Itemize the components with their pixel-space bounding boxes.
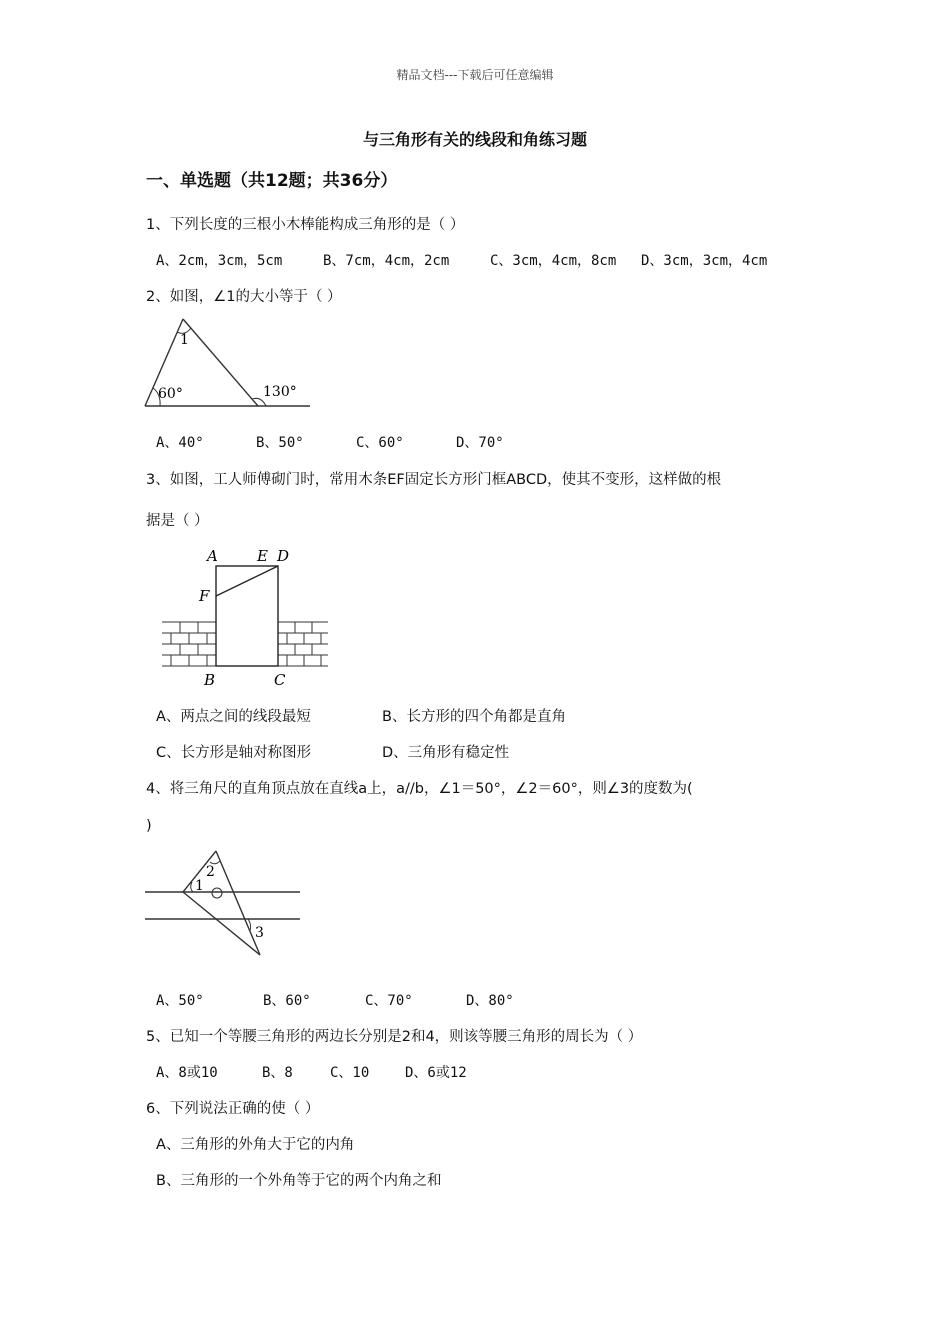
q4-option-c: C、70° — [365, 993, 413, 1009]
page-header: 精品文档---下载后可任意编辑 — [396, 68, 554, 82]
q3-door-frame-figure — [155, 542, 335, 692]
q5-option-c: C、10 — [330, 1065, 370, 1081]
q4-option-b: B、60° — [263, 993, 311, 1009]
q3-label-d: D — [277, 547, 290, 565]
q3-label-b: B — [204, 671, 216, 689]
q2-option-d: D、70° — [456, 435, 504, 451]
question-4-line-1: 4、将三角尺的直角顶点放在直线a上，a//b，∠1＝50°，∠2＝60°，则∠3的度数为( — [146, 781, 693, 797]
q2-option-a: A、40° — [156, 435, 204, 451]
question-2: 2、如图，∠1的大小等于（ ） — [146, 289, 342, 305]
q4-option-d: D、80° — [466, 993, 514, 1009]
q3-option-d: D、三角形有稳定性 — [382, 745, 510, 761]
question-1: 1、下列长度的三根小木棒能构成三角形的是（ ） — [146, 217, 465, 233]
q3-label-c: C — [274, 671, 286, 689]
section-heading: 一、单选题（共12题；共36分） — [146, 171, 398, 191]
q2-angle-130-label: 130° — [263, 384, 297, 400]
q2-angle-60-label: 60° — [158, 386, 183, 402]
q5-option-d: D、6或12 — [405, 1065, 467, 1081]
question-3-line-2: 据是（ ） — [146, 513, 209, 529]
q4-parallel-lines-figure — [140, 845, 305, 960]
q6-option-b: B、三角形的一个外角等于它的两个内角之和 — [156, 1173, 442, 1189]
q1-option-c: C、3cm，4cm，8cm — [490, 253, 617, 269]
question-4-line-2: ) — [146, 818, 152, 834]
page-title: 与三角形有关的线段和角练习题 — [362, 130, 587, 149]
q1-option-b: B、7cm，4cm，2cm — [323, 253, 450, 269]
q4-angle-1-label: 1 — [195, 878, 204, 894]
question-6: 6、下列说法正确的使（ ） — [146, 1101, 320, 1117]
q5-option-a: A、8或10 — [156, 1065, 218, 1081]
q1-option-d: D、3cm，3cm，4cm — [641, 253, 768, 269]
q2-option-b: B、50° — [256, 435, 304, 451]
q2-triangle-figure — [140, 312, 315, 412]
q3-option-c: C、长方形是轴对称图形 — [156, 745, 312, 761]
q4-angle-2-label: 2 — [206, 864, 215, 880]
q2-option-c: C、60° — [356, 435, 404, 451]
q4-option-a: A、50° — [156, 993, 204, 1009]
q3-option-b: B、长方形的四个角都是直角 — [382, 709, 566, 725]
q3-label-a: A — [207, 547, 218, 565]
question-5: 5、已知一个等腰三角形的两边长分别是2和4，则该等腰三角形的周长为（ ） — [146, 1029, 643, 1045]
question-3-line-1: 3、如图，工人师傅砌门时，常用木条EF固定长方形门框ABCD，使其不变形，这样做的根 — [146, 472, 722, 488]
q4-angle-3-label: 3 — [255, 925, 264, 941]
q6-option-a: A、三角形的外角大于它的内角 — [156, 1137, 355, 1153]
q3-label-e: E — [257, 547, 268, 565]
q3-option-a: A、两点之间的线段最短 — [156, 709, 311, 725]
q2-angle-1-label: 1 — [180, 332, 189, 348]
q5-option-b: B、8 — [262, 1065, 293, 1081]
q1-option-a: A、2cm，3cm，5cm — [156, 253, 283, 269]
q3-label-f: F — [199, 587, 210, 605]
